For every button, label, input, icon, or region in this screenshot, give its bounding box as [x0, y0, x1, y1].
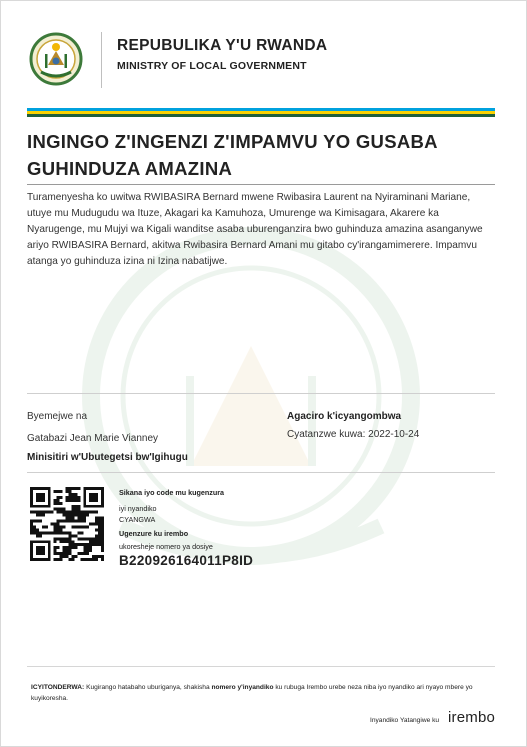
notice-text-end: ku rubuga Irembo urebe neza niba iyo nyandiko ari nyayo mbere yo kuyikoresha.: [31, 684, 473, 702]
title-divider: [27, 184, 495, 185]
file-number-label: ukoresheje nomero ya dosiye: [119, 542, 213, 551]
approved-by-label: Byemejwe na: [27, 411, 88, 422]
flag-stripe-green: [27, 114, 495, 117]
issued-on-label: Inyandiko Yatangiwe ku: [370, 717, 440, 724]
rwanda-coat-of-arms-logo: [29, 32, 83, 86]
document-label: iyi nyandiko: [119, 504, 157, 513]
footer-divider: [27, 666, 495, 667]
letterhead: [27, 29, 507, 93]
document-number: B220926164011P8ID: [119, 553, 254, 568]
signatory-name: Gatabazi Jean Marie Vianney: [27, 433, 159, 444]
irembo-logo: irembo: [448, 709, 496, 726]
validity-label: Agaciro k'icyangombwa: [287, 411, 402, 422]
notice-text-start: Kugirango hatabaho uburiganya, shakisha: [84, 684, 212, 691]
or-label: CYANGWA: [119, 515, 156, 524]
notice-label: ICYITONDERWA:: [31, 684, 85, 691]
issue-date: Cyatanzwe kuwa: 2022-10-24: [287, 429, 420, 440]
document-body: Turamenyesha ko uwitwa RWIBASIRA Bernard mwene Rwibasira Laurent na Nyiraminani Mariane, utuye mu Mudugudu wa Ituze, Akagari ka Kamuhoza, Umurenge wa Kimisagara, Akarere ka Nyarugenge, mu Mujyi wa Kigali wanditse asaba uburenganzira bwo guhinduza amazina asanganywe ariyo RWIBASIRA Bernard, akitwa Rwibasira Bernard Amani mu gitabo cy'irangamimerere. Impamvu atanga yo guhinduza izina ni Izina nabatijwe.: [27, 192, 483, 267]
ministry-name: MINISTRY OF LOCAL GOVERNMENT: [117, 60, 307, 72]
verification-qr-code: [30, 487, 104, 561]
header-divider: [101, 32, 102, 88]
signatory-role: Minisitiri w'Ubutegetsi bw'Igihugu: [27, 452, 188, 463]
verification-divider: [27, 472, 495, 473]
document-title: INGINGO Z'INGENZI Z'IMPAMVU YO GUSABA GUHINDUZA AMAZINA: [27, 131, 438, 179]
notice-emphasis: nomero y'inyandiko: [211, 684, 274, 691]
verify-instruction: Ugenzure ku irembo: [119, 529, 189, 538]
country-title: REPUBULIKA Y'U RWANDA: [117, 37, 328, 54]
footer-notice: [31, 682, 486, 704]
section-divider: [27, 393, 495, 394]
scan-instruction: Sikana iyo code mu kugenzura: [119, 488, 225, 497]
